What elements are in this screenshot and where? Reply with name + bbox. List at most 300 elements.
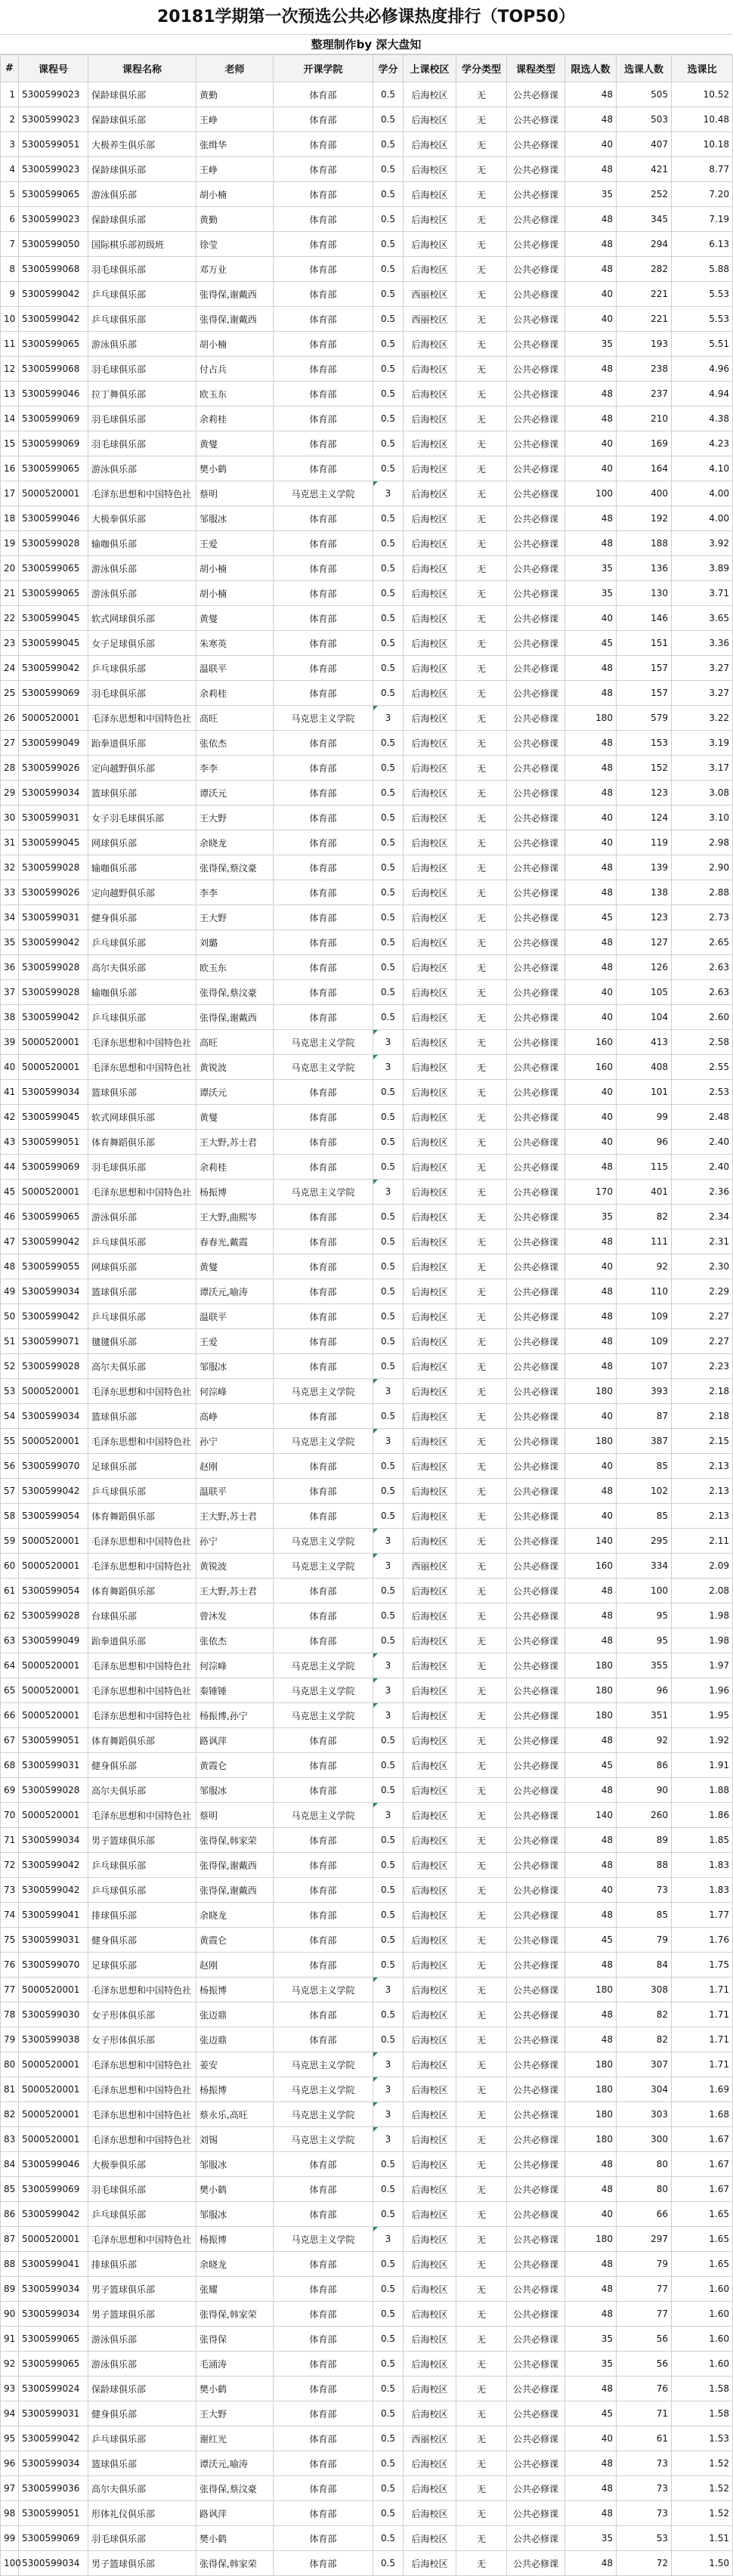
table-row[interactable] (1, 706, 733, 731)
table-row[interactable] (1, 1603, 733, 1628)
col-header-course-code[interactable]: 课程号 (19, 55, 88, 82)
enrolled-cell: 123 (617, 905, 672, 930)
table-row[interactable] (1, 2327, 733, 2352)
rank-cell: 28 (1, 756, 19, 781)
course-code-cell: 5300599034 (19, 2451, 88, 2476)
enrolled-cell: 401 (617, 1180, 672, 1205)
table-row[interactable] (1, 82, 733, 107)
table-row[interactable] (1, 556, 733, 581)
col-header-college[interactable]: 开课学院 (274, 55, 373, 82)
enrolled-cell: 157 (617, 656, 672, 681)
course-type-cell: 公共必修课 (507, 706, 565, 731)
course-name-cell: 高尔夫俱乐部 (88, 955, 196, 980)
rank-cell: 50 (1, 1304, 19, 1329)
table-row[interactable] (1, 1878, 733, 1903)
table-row[interactable] (1, 1130, 733, 1155)
campus-cell: 后海校区 (404, 905, 456, 930)
table-row[interactable] (1, 1005, 733, 1030)
course-type-cell: 公共必修课 (507, 431, 565, 456)
enrolled-cell: 221 (617, 307, 672, 332)
table-row[interactable] (1, 1554, 733, 1579)
table-row[interactable] (1, 1454, 733, 1479)
ratio-cell: 1.71 (672, 2027, 733, 2052)
table-row[interactable] (1, 2352, 733, 2377)
course-type-cell: 公共必修课 (507, 1180, 565, 1205)
credit-type-cell: 无 (456, 1653, 507, 1678)
college-cell: 体育部 (274, 1579, 373, 1603)
col-header-enrolled[interactable]: 选课人数 (617, 55, 672, 82)
table-row[interactable] (1, 1928, 733, 1953)
table-row[interactable] (1, 1105, 733, 1130)
table-row[interactable] (1, 606, 733, 631)
teacher-cell: 黄燮 (196, 431, 274, 456)
enrolled-cell: 153 (617, 731, 672, 756)
enrolled-cell: 157 (617, 681, 672, 706)
table-row[interactable] (1, 2002, 733, 2027)
col-header-credits[interactable]: 学分 (373, 55, 404, 82)
teacher-cell: 刘锡 (196, 2127, 274, 2152)
table-row[interactable] (1, 1853, 733, 1878)
table-row[interactable] (1, 407, 733, 431)
capacity-cell: 160 (565, 1055, 617, 1080)
table-row[interactable] (1, 2401, 733, 2426)
credits-cell: 0.5 (373, 1778, 404, 1803)
campus-cell: 后海校区 (404, 781, 456, 806)
course-code-cell: 5300599023 (19, 157, 88, 182)
course-code-cell: 5300599034 (19, 1080, 88, 1105)
college-cell: 马克思主义学院 (274, 1653, 373, 1678)
table-row[interactable] (1, 1254, 733, 1279)
campus-cell: 后海校区 (404, 1703, 456, 1728)
capacity-cell: 180 (565, 1429, 617, 1454)
col-header-course-type[interactable]: 课程类型 (507, 55, 565, 82)
table-row[interactable] (1, 2302, 733, 2327)
table-row[interactable] (1, 1404, 733, 1429)
credit-type-cell: 无 (456, 905, 507, 930)
table-row[interactable] (1, 207, 733, 232)
table-row[interactable] (1, 2426, 733, 2451)
table-row[interactable] (1, 1903, 733, 1928)
table-row[interactable] (1, 2177, 733, 2202)
table-row[interactable] (1, 1030, 733, 1055)
table-row[interactable] (1, 980, 733, 1005)
enrolled-cell: 110 (617, 1279, 672, 1304)
table-row[interactable] (1, 1529, 733, 1554)
rank-cell: 5 (1, 182, 19, 207)
capacity-cell: 48 (565, 157, 617, 182)
table-row[interactable] (1, 2476, 733, 2501)
ratio-cell: 1.98 (672, 1628, 733, 1653)
teacher-cell: 张缉华 (196, 132, 274, 157)
credit-type-cell: 无 (456, 456, 507, 481)
campus-cell: 后海校区 (404, 980, 456, 1005)
course-code-cell: 5300599045 (19, 830, 88, 855)
rank-cell: 32 (1, 855, 19, 880)
table-row[interactable] (1, 1753, 733, 1778)
course-code-cell: 5300599042 (19, 2426, 88, 2451)
course-name-cell: 羽毛球俱乐部 (88, 257, 196, 282)
ratio-cell: 1.86 (672, 1803, 733, 1828)
course-name-cell: 羽毛球俱乐部 (88, 407, 196, 431)
table-row[interactable] (1, 1329, 733, 1354)
teacher-cell: 王大野 (196, 806, 274, 830)
campus-cell: 后海校区 (404, 1105, 456, 1130)
teacher-cell: 曾沐发 (196, 1603, 274, 1628)
enrolled-cell: 345 (617, 207, 672, 232)
credit-type-cell: 无 (456, 257, 507, 282)
credits-cell: 0.5 (373, 2526, 404, 2551)
table-row[interactable] (1, 1180, 733, 1205)
capacity-cell: 48 (565, 1229, 617, 1254)
sheet-title: 20181学期第一次预选公共必修课热度排行（TOP50） (0, 0, 732, 35)
table-row[interactable] (1, 1653, 733, 1678)
table-row[interactable] (1, 1229, 733, 1254)
col-header-capacity[interactable]: 限选人数 (565, 55, 617, 82)
table-row[interactable] (1, 1155, 733, 1180)
table-row[interactable] (1, 731, 733, 756)
college-cell: 体育部 (274, 2327, 373, 2352)
table-row[interactable] (1, 2152, 733, 2177)
table-row[interactable] (1, 1953, 733, 1978)
table-row[interactable] (1, 781, 733, 806)
table-row[interactable] (1, 431, 733, 456)
enrolled-cell: 99 (617, 1105, 672, 1130)
table-row[interactable] (1, 1055, 733, 1080)
table-row[interactable] (1, 830, 733, 855)
college-cell: 马克思主义学院 (274, 1529, 373, 1554)
table-row[interactable] (1, 1379, 733, 1404)
table-row[interactable] (1, 232, 733, 257)
table-row[interactable] (1, 880, 733, 905)
college-cell: 体育部 (274, 1603, 373, 1628)
credits-cell: 0.5 (373, 2002, 404, 2027)
col-header-teacher[interactable]: 老师 (196, 55, 274, 82)
course-code-cell: 5300599028 (19, 531, 88, 556)
course-code-cell: 5300599023 (19, 107, 88, 132)
credits-cell: 0.5 (373, 955, 404, 980)
table-row[interactable] (1, 481, 733, 506)
col-header-course-name[interactable]: 课程名称 (88, 55, 196, 82)
college-cell: 体育部 (274, 1454, 373, 1479)
table-row[interactable] (1, 855, 733, 880)
table-row[interactable] (1, 1778, 733, 1803)
college-cell: 体育部 (274, 431, 373, 456)
campus-cell: 后海校区 (404, 2002, 456, 2027)
credits-cell: 0.5 (373, 307, 404, 332)
table-row[interactable] (1, 631, 733, 656)
table-row[interactable] (1, 2052, 733, 2077)
ratio-cell: 2.98 (672, 830, 733, 855)
col-header-campus[interactable]: 上课校区 (404, 55, 456, 82)
course-type-cell: 公共必修课 (507, 2027, 565, 2052)
rank-cell: 13 (1, 382, 19, 407)
course-name-cell: 女子羽毛球俱乐部 (88, 806, 196, 830)
table-row[interactable] (1, 1279, 733, 1304)
ratio-cell: 2.18 (672, 1379, 733, 1404)
course-name-cell: 毛泽东思想和中国特色社 (88, 2052, 196, 2077)
col-header-rank[interactable]: # (1, 55, 19, 82)
course-code-cell: 5300599031 (19, 905, 88, 930)
credits-cell: 0.5 (373, 232, 404, 257)
course-code-cell: 5300599034 (19, 2277, 88, 2302)
ratio-cell: 1.67 (672, 2177, 733, 2202)
teacher-cell: 李李 (196, 756, 274, 781)
table-row[interactable] (1, 1479, 733, 1504)
teacher-cell: 王大野 (196, 905, 274, 930)
enrolled-cell: 169 (617, 431, 672, 456)
campus-cell: 后海校区 (404, 1978, 456, 2002)
table-row[interactable] (1, 2127, 733, 2152)
table-row[interactable] (1, 157, 733, 182)
enrolled-cell: 86 (617, 1753, 672, 1778)
rank-cell: 19 (1, 531, 19, 556)
credit-type-cell: 无 (456, 1180, 507, 1205)
credits-cell: 0.5 (373, 282, 404, 307)
ratio-cell: 1.58 (672, 2377, 733, 2401)
table-row[interactable] (1, 930, 733, 955)
campus-cell: 后海校区 (404, 1254, 456, 1279)
college-cell: 体育部 (274, 82, 373, 107)
enrolled-cell: 101 (617, 1080, 672, 1105)
credits-cell: 0.5 (373, 1928, 404, 1953)
table-row[interactable] (1, 905, 733, 930)
rank-cell: 27 (1, 731, 19, 756)
table-row[interactable] (1, 182, 733, 207)
course-type-cell: 公共必修课 (507, 1504, 565, 1529)
campus-cell: 后海校区 (404, 2377, 456, 2401)
credit-type-cell: 无 (456, 681, 507, 706)
table-row[interactable] (1, 2377, 733, 2401)
credits-cell: 3 (373, 1703, 404, 1728)
course-name-cell: 软式网球俱乐部 (88, 606, 196, 631)
credits-cell: 3 (373, 1379, 404, 1404)
table-row[interactable] (1, 2252, 733, 2277)
table-row[interactable] (1, 1978, 733, 2002)
course-code-cell: 5300599042 (19, 656, 88, 681)
teacher-cell: 樊小鹤 (196, 2177, 274, 2202)
course-name-cell: 保龄球俱乐部 (88, 2377, 196, 2401)
table-row[interactable] (1, 506, 733, 531)
college-cell: 体育部 (274, 1728, 373, 1753)
credits-cell: 0.5 (373, 1853, 404, 1878)
course-code-cell: 5300599068 (19, 257, 88, 282)
table-row[interactable] (1, 257, 733, 282)
table-row[interactable] (1, 581, 733, 606)
rank-cell: 62 (1, 1603, 19, 1628)
course-name-cell: 体育舞蹈俱乐部 (88, 1728, 196, 1753)
course-type-cell: 公共必修课 (507, 581, 565, 606)
credit-type-cell: 无 (456, 2401, 507, 2426)
course-type-cell: 公共必修课 (507, 2227, 565, 2252)
teacher-cell: 张得保,谢戴西 (196, 282, 274, 307)
credits-cell: 0.5 (373, 2401, 404, 2426)
table-row[interactable] (1, 756, 733, 781)
enrolled-cell: 579 (617, 706, 672, 731)
table-row[interactable] (1, 132, 733, 157)
college-cell: 体育部 (274, 1105, 373, 1130)
table-row[interactable] (1, 456, 733, 481)
course-name-cell: 毛泽东思想和中国特色社 (88, 1653, 196, 1678)
teacher-cell: 黄霞仑 (196, 1928, 274, 1953)
course-type-cell: 公共必修课 (507, 282, 565, 307)
table-row[interactable] (1, 382, 733, 407)
table-row[interactable] (1, 107, 733, 132)
table-row[interactable] (1, 531, 733, 556)
table-row[interactable] (1, 1803, 733, 1828)
credit-type-cell: 无 (456, 157, 507, 182)
campus-cell: 后海校区 (404, 1878, 456, 1903)
teacher-cell: 何淙峰 (196, 1379, 274, 1404)
capacity-cell: 48 (565, 207, 617, 232)
campus-cell: 后海校区 (404, 1903, 456, 1928)
campus-cell: 后海校区 (404, 1080, 456, 1105)
table-row[interactable] (1, 2077, 733, 2102)
table-row[interactable] (1, 332, 733, 357)
table-row[interactable] (1, 2277, 733, 2302)
course-name-cell: 健身俱乐部 (88, 905, 196, 930)
rank-cell: 31 (1, 830, 19, 855)
table-row[interactable] (1, 2551, 733, 2576)
table-row[interactable] (1, 1579, 733, 1603)
table-row[interactable] (1, 1504, 733, 1529)
course-code-cell: 5300599031 (19, 806, 88, 830)
enrolled-cell: 252 (617, 182, 672, 207)
rank-cell: 8 (1, 257, 19, 282)
table-row[interactable] (1, 1828, 733, 1853)
capacity-cell: 48 (565, 656, 617, 681)
college-cell: 马克思主义学院 (274, 1030, 373, 1055)
campus-cell: 后海校区 (404, 2327, 456, 2352)
ratio-cell: 2.11 (672, 1529, 733, 1554)
rank-cell: 20 (1, 556, 19, 581)
teacher-cell: 春春光,戴霞 (196, 1229, 274, 1254)
course-type-cell: 公共必修课 (507, 905, 565, 930)
teacher-cell: 黄勤 (196, 82, 274, 107)
enrolled-cell: 56 (617, 2327, 672, 2352)
course-code-cell: 5300599042 (19, 1853, 88, 1878)
table-row[interactable] (1, 1703, 733, 1728)
campus-cell: 后海校区 (404, 2501, 456, 2526)
course-type-cell: 公共必修课 (507, 506, 565, 531)
course-name-cell: 毛泽东思想和中国特色社 (88, 1429, 196, 1454)
credits-cell: 3 (373, 1678, 404, 1703)
course-type-cell: 公共必修课 (507, 1155, 565, 1180)
table-row[interactable] (1, 955, 733, 980)
capacity-cell: 48 (565, 1828, 617, 1853)
course-type-cell: 公共必修课 (507, 606, 565, 631)
table-row[interactable] (1, 1728, 733, 1753)
teacher-cell: 杨振博 (196, 2077, 274, 2102)
course-name-cell: 毛泽东思想和中国特色社 (88, 2227, 196, 2252)
rank-cell: 87 (1, 2227, 19, 2252)
campus-cell: 后海校区 (404, 806, 456, 830)
ratio-cell: 2.30 (672, 1254, 733, 1279)
credits-cell: 3 (373, 1653, 404, 1678)
table-row[interactable] (1, 1080, 733, 1105)
col-header-ratio[interactable]: 选课比 (672, 55, 733, 82)
college-cell: 体育部 (274, 731, 373, 756)
table-row[interactable] (1, 2227, 733, 2252)
rank-cell: 60 (1, 1554, 19, 1579)
table-row[interactable] (1, 1304, 733, 1329)
credit-type-cell: 无 (456, 2052, 507, 2077)
teacher-cell: 谭沃元,喻涛 (196, 2451, 274, 2476)
course-type-cell: 公共必修课 (507, 1055, 565, 1080)
course-type-cell: 公共必修课 (507, 2127, 565, 2152)
table-row[interactable] (1, 1628, 733, 1653)
ratio-cell: 6.13 (672, 232, 733, 257)
credit-type-cell: 无 (456, 1554, 507, 1579)
enrolled-cell: 96 (617, 1678, 672, 1703)
capacity-cell: 40 (565, 1504, 617, 1529)
course-type-cell: 公共必修课 (507, 1529, 565, 1554)
table-row[interactable] (1, 2102, 733, 2127)
course-name-cell: 网球俱乐部 (88, 1254, 196, 1279)
course-name-cell: 毛泽东思想和中国特色社 (88, 1803, 196, 1828)
college-cell: 体育部 (274, 132, 373, 157)
table-row[interactable] (1, 307, 733, 332)
course-code-cell: 5300599042 (19, 1878, 88, 1903)
ratio-cell: 2.60 (672, 1005, 733, 1030)
credit-type-cell: 无 (456, 2127, 507, 2152)
ratio-cell: 7.20 (672, 182, 733, 207)
header-row (1, 55, 733, 82)
teacher-cell: 张得保 (196, 2327, 274, 2352)
table-row[interactable] (1, 2027, 733, 2052)
course-type-cell: 公共必修课 (507, 1803, 565, 1828)
teacher-cell: 张得保,韩家荣 (196, 1828, 274, 1853)
credit-type-cell: 无 (456, 531, 507, 556)
capacity-cell: 35 (565, 182, 617, 207)
table-row[interactable] (1, 1205, 733, 1229)
college-cell: 体育部 (274, 1953, 373, 1978)
enrolled-cell: 61 (617, 2426, 672, 2451)
table-row[interactable] (1, 2451, 733, 2476)
ratio-cell: 2.55 (672, 1055, 733, 1080)
college-cell: 体育部 (274, 930, 373, 955)
college-cell: 体育部 (274, 2551, 373, 2576)
col-header-credit-type[interactable]: 学分类型 (456, 55, 507, 82)
teacher-cell: 张得保,蔡汶豪 (196, 855, 274, 880)
course-type-cell: 公共必修课 (507, 2451, 565, 2476)
credits-cell: 3 (373, 1055, 404, 1080)
ratio-cell: 8.77 (672, 157, 733, 182)
table-row[interactable] (1, 2202, 733, 2227)
course-name-cell: 毛泽东思想和中国特色社 (88, 706, 196, 731)
credits-cell: 0.5 (373, 1155, 404, 1180)
course-name-cell: 毛泽东思想和中国特色社 (88, 481, 196, 506)
table-row[interactable] (1, 2501, 733, 2526)
table-row[interactable] (1, 656, 733, 681)
table-row[interactable] (1, 282, 733, 307)
ratio-cell: 2.27 (672, 1329, 733, 1354)
table-row[interactable] (1, 1678, 733, 1703)
table-row[interactable] (1, 806, 733, 830)
table-row[interactable] (1, 1354, 733, 1379)
table-row[interactable] (1, 681, 733, 706)
credits-cell: 3 (373, 2052, 404, 2077)
table-row[interactable] (1, 357, 733, 382)
table-row[interactable] (1, 1429, 733, 1454)
capacity-cell: 48 (565, 1728, 617, 1753)
credits-cell: 3 (373, 1429, 404, 1454)
table-row[interactable] (1, 2526, 733, 2551)
college-cell: 马克思主义学院 (274, 2077, 373, 2102)
teacher-cell: 张迈鼎 (196, 2002, 274, 2027)
capacity-cell: 48 (565, 2302, 617, 2327)
teacher-cell: 胡小楠 (196, 581, 274, 606)
credit-type-cell: 无 (456, 830, 507, 855)
